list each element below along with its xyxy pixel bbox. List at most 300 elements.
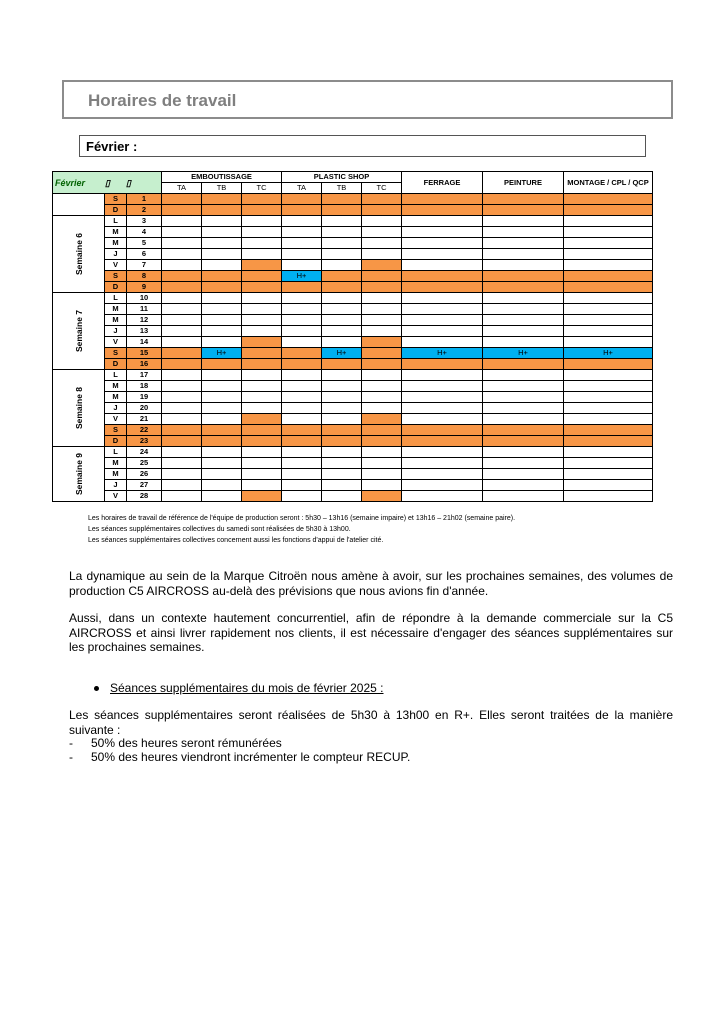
schedule-cell [282, 315, 322, 326]
month-header-cell [53, 172, 162, 194]
day-row [53, 205, 653, 216]
day-letter: M [105, 392, 127, 403]
schedule-cell [483, 359, 564, 370]
schedule-cell [162, 370, 202, 381]
day-row [53, 238, 653, 249]
schedule-cell [402, 469, 483, 480]
day-letter: M [105, 238, 127, 249]
day-row [53, 425, 653, 436]
schedule-cell [362, 282, 402, 293]
list-item: - 50% des heures viendront incrémenter le compteur RECUP. [69, 750, 411, 764]
extra-shift-cell: H+ [402, 348, 483, 359]
schedule-cell [242, 249, 282, 260]
schedule-cell [202, 282, 242, 293]
schedule-cell [242, 491, 282, 502]
schedule-cell [483, 216, 564, 227]
schedule-cell [362, 469, 402, 480]
day-row [53, 469, 653, 480]
title-box [62, 80, 673, 119]
schedule-cell [362, 293, 402, 304]
header-row [53, 172, 653, 183]
schedule-cell [483, 480, 564, 491]
day-number: 22 [127, 425, 162, 436]
schedule-cell [564, 326, 653, 337]
schedule-cell [564, 436, 653, 447]
schedule-cell [564, 227, 653, 238]
schedule-cell [202, 359, 242, 370]
week-label [53, 447, 105, 502]
schedule-cell [242, 403, 282, 414]
schedule-cell [402, 403, 483, 414]
schedule-cell [282, 370, 322, 381]
schedule-cell [242, 260, 282, 271]
schedule-cell [202, 436, 242, 447]
schedule-cell [322, 480, 362, 491]
schedule-cell [362, 249, 402, 260]
day-number: 1 [127, 194, 162, 205]
schedule-cell [322, 194, 362, 205]
schedule-cell [564, 194, 653, 205]
schedule-cell [322, 458, 362, 469]
bullet-icon [94, 686, 99, 691]
schedule-cell [282, 469, 322, 480]
day-letter: V [105, 260, 127, 271]
schedule-cell [322, 271, 362, 282]
schedule-cell [162, 381, 202, 392]
schedule-cell [242, 392, 282, 403]
day-letter: M [105, 227, 127, 238]
month-box [79, 135, 646, 157]
schedule-cell [483, 205, 564, 216]
dept-header: PEINTURE [483, 172, 564, 194]
schedule-cell [564, 271, 653, 282]
paragraph-2: Aussi, dans un contexte hautement concurrentiel, afin de répondre à la demande commerciale sur la C5 AIRCROSS et ainsi livrer rapidement nos clients, il est nécessaire d'engager des séances supplémentaires sur les prochaines semaines. [69, 611, 673, 654]
day-number: 12 [127, 315, 162, 326]
schedule-cell [483, 315, 564, 326]
schedule-cell [483, 194, 564, 205]
schedule-cell [282, 337, 322, 348]
schedule-cell [162, 205, 202, 216]
schedule-cell [362, 216, 402, 227]
day-number: 17 [127, 370, 162, 381]
schedule-cell [564, 260, 653, 271]
schedule-cell [564, 414, 653, 425]
schedule-cell [564, 337, 653, 348]
schedule-cell [242, 304, 282, 315]
day-letter: J [105, 403, 127, 414]
schedule-cell [362, 304, 402, 315]
schedule-cell [362, 359, 402, 370]
day-number: 18 [127, 381, 162, 392]
schedule-cell [362, 392, 402, 403]
schedule-cell [362, 238, 402, 249]
table-notes [88, 513, 515, 546]
schedule-cell [162, 271, 202, 282]
team-header: TB [322, 183, 362, 194]
schedule-cell [202, 337, 242, 348]
schedule-cell [322, 315, 362, 326]
schedule-cell [402, 205, 483, 216]
schedule-cell [202, 392, 242, 403]
day-number: 9 [127, 282, 162, 293]
schedule-cell [362, 425, 402, 436]
schedule-cell [483, 469, 564, 480]
schedule-cell [564, 238, 653, 249]
schedule-cell [402, 194, 483, 205]
schedule-cell [242, 227, 282, 238]
schedule-cell [322, 337, 362, 348]
schedule-cell [402, 480, 483, 491]
schedule-cell [202, 271, 242, 282]
schedule-cell [564, 304, 653, 315]
schedule-cell [162, 480, 202, 491]
schedule-cell [322, 205, 362, 216]
schedule-cell [564, 315, 653, 326]
day-letter: S [105, 348, 127, 359]
schedule-cell [402, 238, 483, 249]
day-number: 19 [127, 392, 162, 403]
schedule-cell [282, 392, 322, 403]
schedule-cell [242, 337, 282, 348]
schedule-cell [322, 249, 362, 260]
schedule-cell [162, 194, 202, 205]
schedule-cell [162, 392, 202, 403]
day-number: 21 [127, 414, 162, 425]
day-letter: J [105, 249, 127, 260]
week-label [53, 216, 105, 293]
schedule-cell [202, 227, 242, 238]
schedule-cell [242, 216, 282, 227]
week-label [53, 370, 105, 447]
schedule-cell [242, 458, 282, 469]
day-letter: M [105, 304, 127, 315]
schedule-cell [564, 205, 653, 216]
team-header: TC [242, 183, 282, 194]
schedule-cell [202, 216, 242, 227]
schedule-cell [162, 491, 202, 502]
schedule-cell [282, 491, 322, 502]
schedule-cell [564, 216, 653, 227]
schedule-cell [202, 469, 242, 480]
schedule-cell [402, 370, 483, 381]
schedule-cell [564, 458, 653, 469]
schedule-cell [242, 238, 282, 249]
schedule-cell [162, 414, 202, 425]
schedule-cell [483, 414, 564, 425]
schedule-cell [483, 458, 564, 469]
day-row [53, 370, 653, 381]
schedule-cell [564, 381, 653, 392]
schedule-cell [202, 458, 242, 469]
schedule-cell [242, 436, 282, 447]
extra-shift-cell: H+ [483, 348, 564, 359]
week-label [53, 293, 105, 370]
schedule-cell [402, 326, 483, 337]
note-line: Les horaires de travail de référence de l'équipe de production seront : 5h30 – 13h16 (semaine impaire) et 13h16 – 21h02 (semaine paire). [88, 515, 516, 522]
day-row [53, 194, 653, 205]
schedule-cell [202, 205, 242, 216]
schedule-cell [162, 260, 202, 271]
schedule-cell [242, 315, 282, 326]
schedule-cell [322, 436, 362, 447]
day-letter: M [105, 315, 127, 326]
schedule-cell [282, 414, 322, 425]
paragraph-1: La dynamique au sein de la Marque Citroën nous amène à avoir, sur les prochaines semaines, des volumes de production C5 AIRCROSS au-delà des prévisions que nous avions fin d'année. [69, 569, 673, 598]
schedule-cell [202, 480, 242, 491]
schedule-cell [322, 293, 362, 304]
schedule-cell [322, 238, 362, 249]
schedule-cell [242, 359, 282, 370]
list-item: - 50% des heures seront rémunérées [69, 736, 282, 750]
schedule-cell [242, 425, 282, 436]
schedule-cell [402, 436, 483, 447]
schedule-cell [162, 359, 202, 370]
paragraph-3: Les séances supplémentaires seront réalisées de 5h30 à 13h00 en R+. Elles seront traitées de la manière suivante : [69, 708, 673, 737]
bullet-item [94, 681, 384, 695]
day-row [53, 447, 653, 458]
team-header: TC [362, 183, 402, 194]
schedule-cell [564, 469, 653, 480]
schedule-cell [402, 227, 483, 238]
schedule-cell [282, 359, 322, 370]
extra-shift-cell: H+ [322, 348, 362, 359]
day-number: 26 [127, 469, 162, 480]
schedule-cell [483, 491, 564, 502]
day-letter: M [105, 469, 127, 480]
extra-shift-cell: H+ [282, 271, 322, 282]
schedule-cell [483, 392, 564, 403]
day-letter: J [105, 326, 127, 337]
schedule-cell [402, 359, 483, 370]
schedule-cell [402, 425, 483, 436]
day-row [53, 337, 653, 348]
schedule-cell [483, 403, 564, 414]
schedule-cell [362, 381, 402, 392]
day-row [53, 414, 653, 425]
schedule-cell [402, 337, 483, 348]
day-number: 28 [127, 491, 162, 502]
day-number: 7 [127, 260, 162, 271]
schedule-cell [242, 271, 282, 282]
schedule-cell [162, 348, 202, 359]
schedule-cell [362, 315, 402, 326]
dept-header: EMBOUTISSAGE [162, 172, 282, 183]
day-number: 27 [127, 480, 162, 491]
schedule-cell [402, 458, 483, 469]
schedule-cell [202, 403, 242, 414]
schedule-cell [483, 370, 564, 381]
schedule-cell [483, 238, 564, 249]
schedule-cell [402, 491, 483, 502]
day-row [53, 260, 653, 271]
schedule-cell [282, 403, 322, 414]
schedule-cell [564, 491, 653, 502]
schedule-cell [483, 227, 564, 238]
day-row [53, 392, 653, 403]
schedule-cell [322, 403, 362, 414]
schedule-cell [282, 238, 322, 249]
schedule-cell [322, 260, 362, 271]
schedule-cell [483, 249, 564, 260]
day-number: 15 [127, 348, 162, 359]
day-row [53, 293, 653, 304]
day-row [53, 216, 653, 227]
bullet-text: Séances supplémentaires du mois de février 2025 : [110, 681, 384, 695]
schedule-cell [282, 282, 322, 293]
schedule-cell [322, 370, 362, 381]
day-letter: S [105, 425, 127, 436]
schedule-cell [162, 249, 202, 260]
team-header: TB [202, 183, 242, 194]
schedule-cell [242, 205, 282, 216]
schedule-cell [282, 249, 322, 260]
day-number: 5 [127, 238, 162, 249]
schedule-cell [282, 458, 322, 469]
schedule-cell [483, 436, 564, 447]
day-row [53, 359, 653, 370]
day-number: 25 [127, 458, 162, 469]
schedule-cell [162, 403, 202, 414]
schedule-cell [483, 425, 564, 436]
schedule-cell [322, 425, 362, 436]
schedule-cell [242, 194, 282, 205]
schedule-cell [282, 227, 322, 238]
schedule-cell [162, 447, 202, 458]
schedule-cell [322, 282, 362, 293]
schedule-cell [362, 227, 402, 238]
schedule-cell [564, 447, 653, 458]
schedule-cell [483, 293, 564, 304]
day-row [53, 348, 653, 359]
schedule-cell [282, 293, 322, 304]
day-letter: L [105, 293, 127, 304]
schedule-cell [162, 304, 202, 315]
schedule-cell [564, 425, 653, 436]
schedule-cell [282, 260, 322, 271]
schedule-cell [202, 326, 242, 337]
schedule-cell [202, 370, 242, 381]
schedule-cell [322, 216, 362, 227]
schedule-cell [202, 293, 242, 304]
day-number: 8 [127, 271, 162, 282]
page-title: Horaires de travail [88, 91, 237, 110]
schedule-cell [282, 216, 322, 227]
schedule-cell [483, 447, 564, 458]
schedule-cell [202, 414, 242, 425]
schedule-cell [362, 205, 402, 216]
schedule-cell [483, 326, 564, 337]
day-letter: S [105, 194, 127, 205]
schedule-cell [282, 194, 322, 205]
day-row [53, 381, 653, 392]
schedule-table [52, 171, 653, 502]
schedule-cell [282, 447, 322, 458]
schedule-cell [282, 480, 322, 491]
day-number: 3 [127, 216, 162, 227]
day-row [53, 491, 653, 502]
schedule-cell [564, 282, 653, 293]
day-row [53, 249, 653, 260]
month-header-mark: ▯ [105, 177, 110, 188]
schedule-cell [322, 304, 362, 315]
schedule-cell [162, 337, 202, 348]
day-row [53, 271, 653, 282]
note-line: Les séances supplémentaires collectives du samedi sont réalisées de 5h30 à 13h00. [88, 526, 351, 533]
day-number: 13 [127, 326, 162, 337]
day-row [53, 315, 653, 326]
day-letter: L [105, 216, 127, 227]
schedule-cell [202, 315, 242, 326]
day-letter: D [105, 436, 127, 447]
day-number: 6 [127, 249, 162, 260]
schedule-cell [402, 414, 483, 425]
schedule-cell [202, 491, 242, 502]
schedule-cell [322, 326, 362, 337]
schedule-cell [162, 315, 202, 326]
day-row [53, 436, 653, 447]
schedule-cell [362, 326, 402, 337]
schedule-cell [564, 480, 653, 491]
schedule-cell [162, 326, 202, 337]
schedule-cell [162, 282, 202, 293]
schedule-cell [162, 238, 202, 249]
schedule-cell [564, 249, 653, 260]
day-letter: D [105, 282, 127, 293]
schedule-cell [483, 337, 564, 348]
day-row [53, 304, 653, 315]
dept-header: PLASTIC SHOP [282, 172, 402, 183]
schedule-cell [322, 414, 362, 425]
schedule-cell [564, 293, 653, 304]
schedule-cell [362, 271, 402, 282]
schedule-cell [242, 414, 282, 425]
schedule-cell [162, 227, 202, 238]
day-row [53, 403, 653, 414]
schedule-cell [483, 260, 564, 271]
schedule-cell [242, 282, 282, 293]
schedule-cell [202, 249, 242, 260]
schedule-cell [242, 348, 282, 359]
schedule-cell [162, 436, 202, 447]
day-number: 4 [127, 227, 162, 238]
day-number: 11 [127, 304, 162, 315]
schedule-cell [282, 304, 322, 315]
week-label-text: Semaine 7 [73, 309, 84, 353]
team-header: TA [282, 183, 322, 194]
day-letter: V [105, 414, 127, 425]
schedule-cell [202, 304, 242, 315]
schedule-cell [202, 381, 242, 392]
schedule-cell [402, 315, 483, 326]
day-number: 23 [127, 436, 162, 447]
schedule-cell [362, 260, 402, 271]
schedule-cell [362, 491, 402, 502]
day-number: 16 [127, 359, 162, 370]
schedule-cell [282, 436, 322, 447]
day-letter: M [105, 458, 127, 469]
schedule-cell [362, 458, 402, 469]
schedule-cell [362, 403, 402, 414]
day-letter: V [105, 491, 127, 502]
schedule-cell [402, 260, 483, 271]
day-letter: S [105, 271, 127, 282]
schedule-cell [402, 381, 483, 392]
schedule-cell [282, 348, 322, 359]
schedule-cell [402, 447, 483, 458]
schedule-cell [402, 271, 483, 282]
day-letter: L [105, 447, 127, 458]
schedule-cell [362, 414, 402, 425]
